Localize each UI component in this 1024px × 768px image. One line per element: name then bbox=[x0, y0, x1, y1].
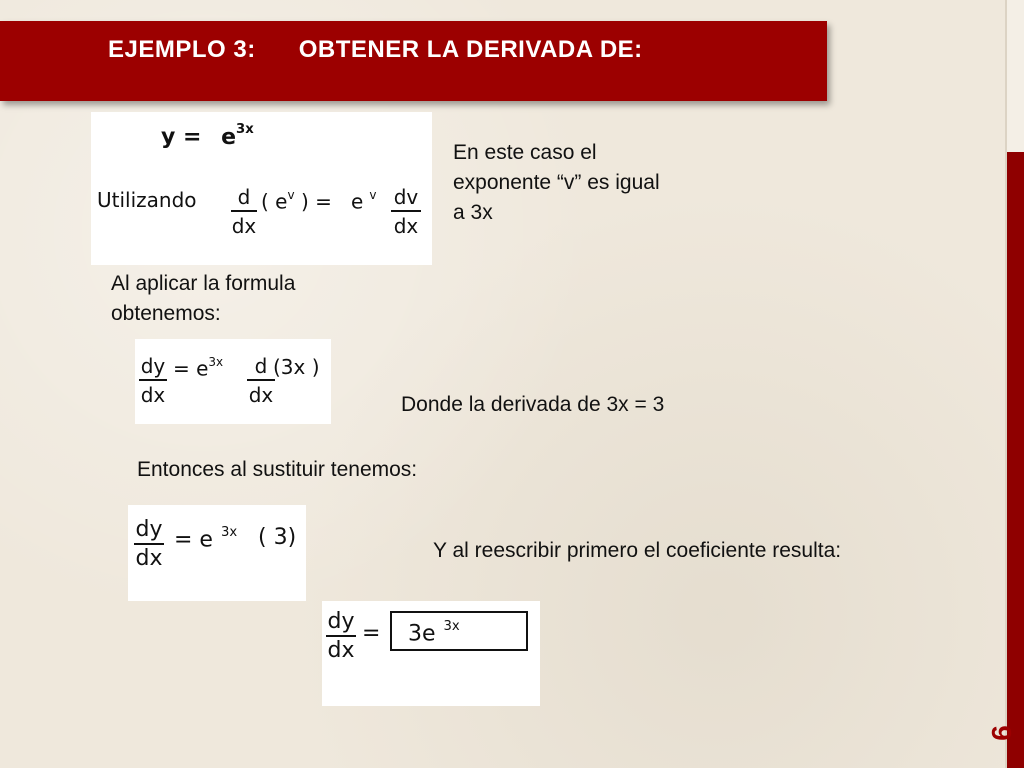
formula2-arg: (3x ) bbox=[273, 355, 320, 379]
formula4-result bbox=[408, 619, 460, 647]
formula4-dy: dy bbox=[326, 609, 356, 637]
formula4-exp: 3x bbox=[443, 619, 460, 634]
formula1-e-rhs-base: e bbox=[351, 189, 364, 214]
formula1-d-frac bbox=[231, 184, 257, 240]
formula-box-1 bbox=[91, 112, 432, 265]
formula3-exp: 3x bbox=[220, 525, 238, 540]
formula4-dx: dx bbox=[327, 638, 355, 663]
right-bar-dark bbox=[1007, 152, 1024, 768]
slide-number: 9 bbox=[986, 725, 1017, 741]
formula-box-4 bbox=[322, 601, 540, 706]
formula2-eq bbox=[173, 355, 223, 381]
formula4-result-box bbox=[390, 611, 528, 651]
formula3-eq-text: = e bbox=[174, 527, 213, 553]
formula-box-3 bbox=[128, 505, 306, 601]
formula1-v: v bbox=[287, 188, 295, 202]
formula4-result-text: 3e bbox=[408, 621, 436, 647]
formula4-dy-frac bbox=[326, 609, 356, 665]
formula3-dx: dx bbox=[135, 546, 163, 571]
formula2-exp: 3x bbox=[208, 355, 224, 369]
title-heading: OBTENER LA DERIVADA DE: bbox=[298, 36, 643, 63]
rewrite-text: Y al reescribir primero el coeficiente resulta: bbox=[433, 539, 842, 562]
formula1-dx: dx bbox=[231, 214, 257, 238]
formula2-dy-frac bbox=[139, 353, 167, 409]
right-accent-bar bbox=[1007, 0, 1024, 768]
formula2-dx: dx bbox=[140, 383, 166, 407]
formula-box-2 bbox=[135, 339, 331, 424]
formula1-exp: 3x bbox=[236, 122, 254, 137]
formula2-eq-text: = e bbox=[173, 356, 209, 381]
formula1-paren-open: ( e bbox=[261, 189, 288, 214]
formula2-dy: dy bbox=[139, 353, 167, 381]
substitute-text: Entonces al sustituir tenemos: bbox=[137, 458, 418, 481]
formula1-paren-close: ) = bbox=[300, 189, 332, 214]
formula1-dv-frac bbox=[391, 184, 421, 240]
derivative-note: Donde la derivada de 3x = 3 bbox=[401, 393, 665, 416]
formula1-v-rhs: v bbox=[369, 188, 377, 202]
formula3-dy-frac bbox=[134, 517, 164, 573]
formula3-factor: ( 3) bbox=[258, 525, 297, 550]
formula4-eq: = bbox=[362, 621, 381, 646]
note-exponent: En este caso el exponente “v” es igual a 3x bbox=[453, 141, 660, 224]
formula1-utilizando: Utilizando bbox=[97, 188, 197, 212]
formula1-dx2: dx bbox=[393, 214, 419, 238]
formula3-dy: dy bbox=[134, 517, 164, 545]
formula1-dv: dv bbox=[391, 184, 421, 212]
formula1-y bbox=[161, 122, 254, 150]
apply-formula-text: Al aplicar la formula obtenemos: bbox=[111, 272, 296, 325]
formula2-d-frac bbox=[247, 353, 275, 409]
formula3-eq bbox=[174, 525, 237, 553]
formula2-dx2: dx bbox=[248, 383, 274, 407]
title-example: EJEMPLO 3: bbox=[108, 36, 256, 63]
formula2-d: d bbox=[247, 353, 275, 381]
formula1-e: e bbox=[221, 124, 237, 150]
formula1-e-rhs bbox=[351, 188, 376, 214]
formula1-d: d bbox=[231, 184, 257, 212]
slide-title bbox=[108, 36, 643, 64]
formula1-y-lhs: y = bbox=[161, 124, 202, 150]
formula1-paren bbox=[261, 188, 332, 214]
